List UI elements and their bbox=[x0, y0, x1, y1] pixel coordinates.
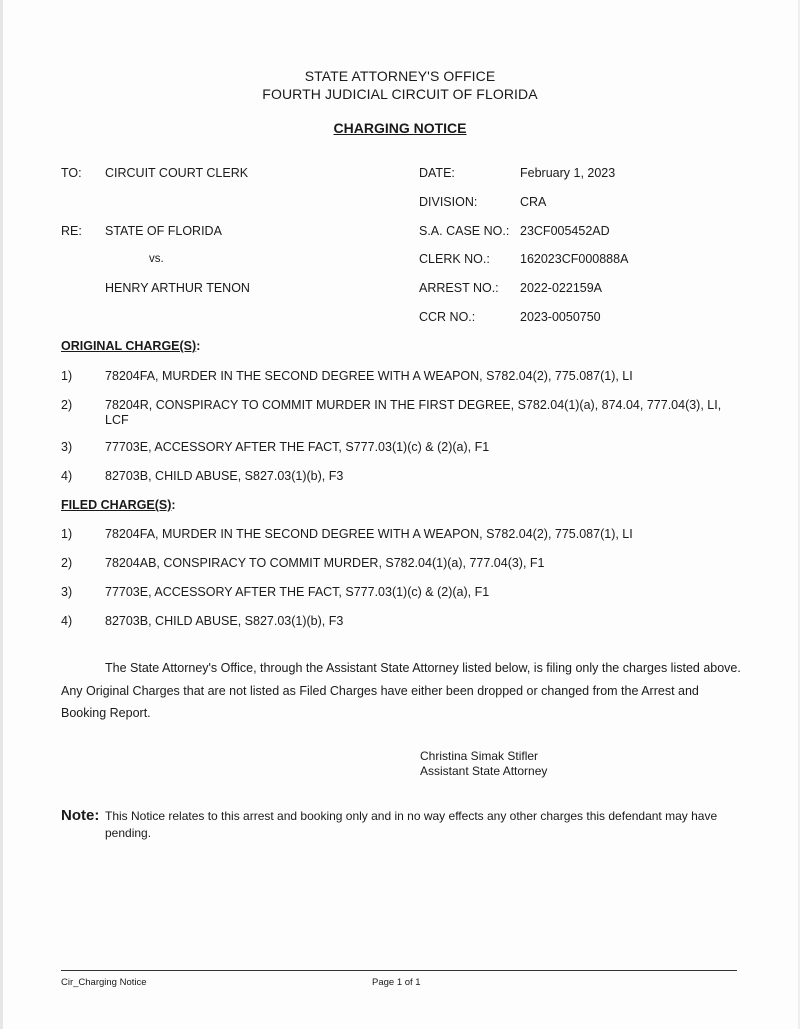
original-charges-heading-text: ORIGINAL CHARGE(S) bbox=[61, 339, 197, 353]
to-label: TO: bbox=[61, 166, 82, 180]
filed-charge-number: 3) bbox=[61, 585, 73, 599]
document-title: CHARGING NOTICE bbox=[333, 120, 467, 136]
filed-charge-text: 78204FA, MURDER IN THE SECOND DEGREE WITH A WEAPON, S782.04(2), 775.087(1), LI bbox=[105, 527, 633, 541]
original-charge-text: 78204FA, MURDER IN THE SECOND DEGREE WITH A WEAPON, S782.04(2), 775.087(1), LI bbox=[105, 369, 633, 383]
filed-charge-number: 1) bbox=[61, 527, 73, 541]
footer-divider bbox=[61, 970, 737, 971]
original-charge-text: 78204R, CONSPIRACY TO COMMIT MURDER IN THE FIRST DEGREE, S782.04(1)(a), 874.04, 777.04(3), LI, LCF bbox=[105, 398, 722, 427]
ccr-no-label: CCR NO.: bbox=[419, 310, 476, 324]
original-charge-number: 3) bbox=[61, 440, 73, 454]
defendant-name: HENRY ARTHUR TENON bbox=[105, 281, 250, 295]
arrest-no-value: 2022-022159A bbox=[520, 281, 603, 295]
date-value: February 1, 2023 bbox=[520, 166, 616, 180]
filed-charge-text: 78204AB, CONSPIRACY TO COMMIT MURDER, S782.04(1)(a), 777.04(3), F1 bbox=[105, 556, 545, 570]
filed-charge-text: 82703B, CHILD ABUSE, S827.03(1)(b), F3 bbox=[105, 614, 344, 628]
original-charge-number: 1) bbox=[61, 369, 73, 383]
original-charge-text: 77703E, ACCESSORY AFTER THE FACT, S777.03(1)(c) & (2)(a), F1 bbox=[105, 440, 490, 454]
arrest-no-label: ARREST NO.: bbox=[419, 281, 499, 295]
circuit-name: FOURTH JUDICIAL CIRCUIT OF FLORIDA bbox=[262, 86, 538, 102]
filed-charge-text: 77703E, ACCESSORY AFTER THE FACT, S777.03(1)(c) & (2)(a), F1 bbox=[105, 585, 490, 599]
footer-page-number: Page 1 of 1 bbox=[372, 977, 421, 988]
re-label: RE: bbox=[61, 224, 82, 238]
re-value: STATE OF FLORIDA bbox=[105, 224, 222, 238]
filed-charge-number: 2) bbox=[61, 556, 73, 570]
division-value: CRA bbox=[520, 195, 547, 209]
clerk-no-label: CLERK NO.: bbox=[419, 252, 490, 266]
original-charge-text: 82703B, CHILD ABUSE, S827.03(1)(b), F3 bbox=[105, 469, 344, 483]
division-label: DIVISION: bbox=[419, 195, 478, 209]
footer-form-name: Cir_Charging Notice bbox=[61, 977, 147, 988]
note-label-text: Note bbox=[61, 807, 95, 824]
filed-charges-heading: FILED CHARGE(S): bbox=[61, 498, 176, 512]
filed-charges-heading-text: FILED CHARGE(S) bbox=[61, 498, 172, 512]
note-text: This Notice relates to this arrest and booking only and in no way effects any other charges this defendant may have pending. bbox=[105, 809, 718, 840]
date-label: DATE: bbox=[419, 166, 455, 180]
original-charge-number: 4) bbox=[61, 469, 73, 483]
versus-label: vs. bbox=[149, 253, 164, 265]
original-charges-heading: ORIGINAL CHARGE(S): bbox=[61, 339, 201, 353]
filed-charge-number: 4) bbox=[61, 614, 73, 628]
sa-case-label: S.A. CASE NO.: bbox=[419, 224, 510, 238]
page-left-edge bbox=[0, 0, 3, 1029]
ccr-no-value: 2023-0050750 bbox=[520, 310, 601, 324]
clerk-no-value: 162023CF000888A bbox=[520, 252, 629, 266]
office-name: STATE ATTORNEY'S OFFICE bbox=[304, 68, 496, 84]
sa-case-value: 23CF005452AD bbox=[520, 224, 610, 238]
signatory-name: Christina Simak Stifler bbox=[420, 749, 539, 763]
note-label: Note: bbox=[61, 807, 100, 824]
signatory-title: Assistant State Attorney bbox=[420, 764, 548, 778]
filing-statement: The State Attorney's Office, through the Assistant State Attorney listed below, is filing only the charges listed above. Any Original Charges that are not listed as Filed Charges have either been dropped or changed from the Arrest and Booking Report. bbox=[61, 661, 741, 720]
original-charge-number: 2) bbox=[61, 398, 73, 412]
to-value: CIRCUIT COURT CLERK bbox=[105, 166, 249, 180]
